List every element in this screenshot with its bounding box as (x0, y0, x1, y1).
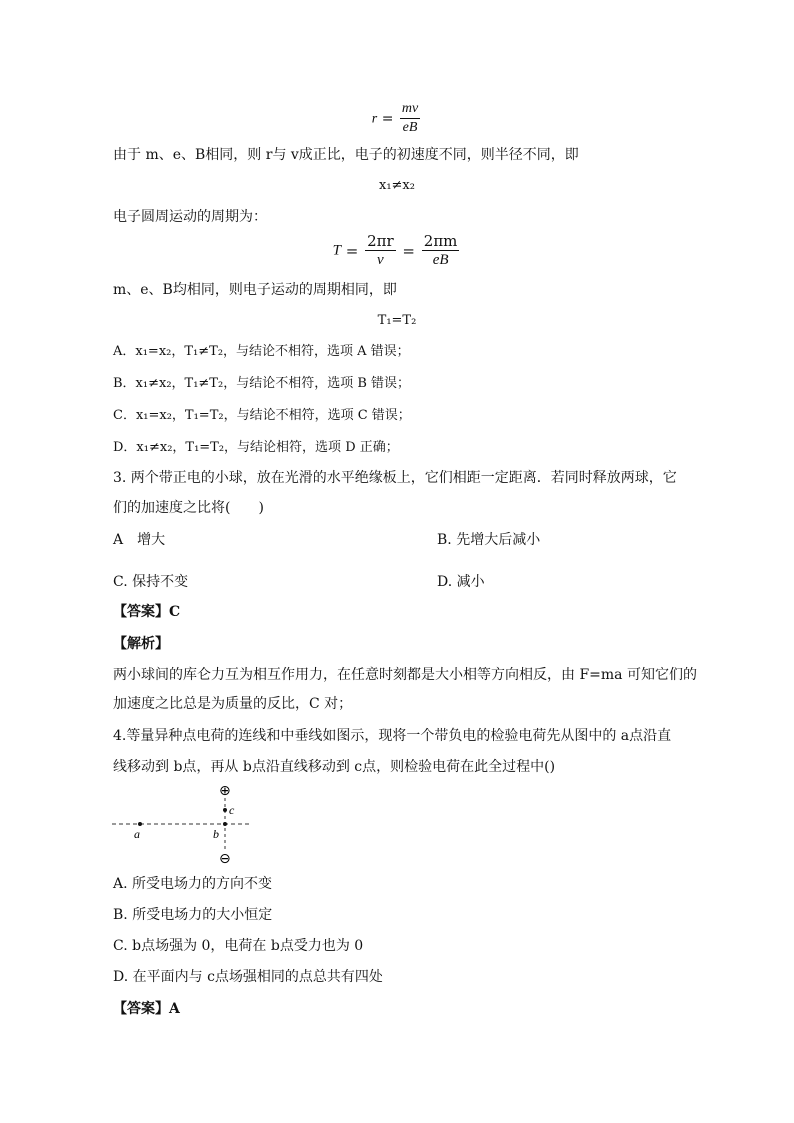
numerator: 2πr (367, 232, 394, 250)
q3-analysis-title: 【解析】 (113, 636, 169, 652)
q3-stem-line2: 们的加速度之比将( ) (113, 500, 264, 516)
equals-sign: = (402, 241, 415, 260)
numerator: mv (400, 100, 420, 119)
formula-period (0, 232, 794, 269)
prev-option-d: D．x₁≠x₂，T₁=T₂，与结论相符，选项 D 正确； (113, 440, 399, 455)
prev-option-a: A．x₁=x₂，T₁≠T₂，与结论不相符，选项 A 错误； (113, 344, 410, 359)
point-c-dot (223, 808, 227, 812)
q3-option-a: A 增大 (113, 532, 166, 548)
point-b-dot (223, 822, 227, 826)
formula-x: x₁≠x₂ (379, 178, 415, 193)
text-line-2: 电子圆周运动的周期为： (113, 209, 267, 225)
q3-analysis-line2: 加速度之比总是为质量的反比，C 对； (113, 696, 353, 712)
q4-option-a: A. 所受电场力的方向不变 (113, 876, 273, 892)
q3-stem-line1: 3. 两个带正电的小球，放在光滑的水平绝缘板上，它们相距一定距离．若同时释放两球，它 (113, 470, 677, 486)
label-c: c (229, 803, 235, 817)
q4-answer: 【答案】A (113, 1001, 180, 1017)
text-line-3: m、e、B均相同，则电子运动的周期相同，即 (113, 282, 397, 298)
formula-lhs: r (371, 111, 378, 127)
fraction (365, 232, 396, 269)
formula-lhs: T (332, 242, 341, 259)
denominator: eB (432, 252, 449, 268)
point-a-dot (138, 822, 142, 826)
negative-charge-icon: ⊖ (219, 851, 231, 867)
denominator: eB (402, 120, 418, 135)
q4-stem-line2: 线移动到 b点，再从 b点沿直线移动到 c点，则检验电荷在此全过程中() (113, 759, 556, 775)
prev-option-b: B．x₁≠x₂，T₁≠T₂，与结论不相符，选项 B 错误； (113, 376, 411, 391)
q4-stem-line1: 4.等量异种点电荷的连线和中垂线如图示，现将一个带负电的检验电荷先从图中的 a点沿直 (113, 728, 672, 744)
q3-option-d: D. 减小 (437, 574, 485, 590)
q4-option-c: C. b点场强为 0，电荷在 b点受力也为 0 (113, 938, 364, 954)
prev-option-c: C．x₁=x₂，T₁=T₂，与结论不相符，选项 C 错误； (113, 408, 411, 423)
text-line-1: 由于 m、e、B相同，则 r与 v成正比，电子的初速度不同，则半径不同，即 (113, 147, 579, 163)
positive-charge-icon: ⊕ (219, 783, 231, 799)
denominator: v (377, 252, 384, 268)
fraction (422, 232, 460, 269)
fraction (400, 100, 420, 137)
q3-option-c: C. 保持不变 (113, 574, 189, 590)
charge-diagram (110, 782, 260, 867)
formula-radius (0, 100, 794, 137)
label-b: b (213, 827, 219, 841)
formula-T-equal: T₁=T₂ (377, 313, 417, 328)
q4-option-d: D. 在平面内与 c点场强相同的点总共有四处 (113, 969, 383, 985)
q3-analysis-line1: 两小球间的库仑力互为相互作用力，在任意时刻都是大小相等方向相反，由 F=ma 可知它们的 (113, 667, 697, 683)
q3-answer: 【答案】C (113, 604, 181, 620)
equals-sign: = (381, 110, 394, 127)
label-a: a (134, 827, 140, 841)
numerator: 2πm (423, 232, 458, 250)
equals-sign: = (345, 241, 359, 260)
q3-option-b: B. 先增大后减小 (437, 532, 541, 548)
q4-option-b: B. 所受电场力的大小恒定 (113, 907, 273, 923)
